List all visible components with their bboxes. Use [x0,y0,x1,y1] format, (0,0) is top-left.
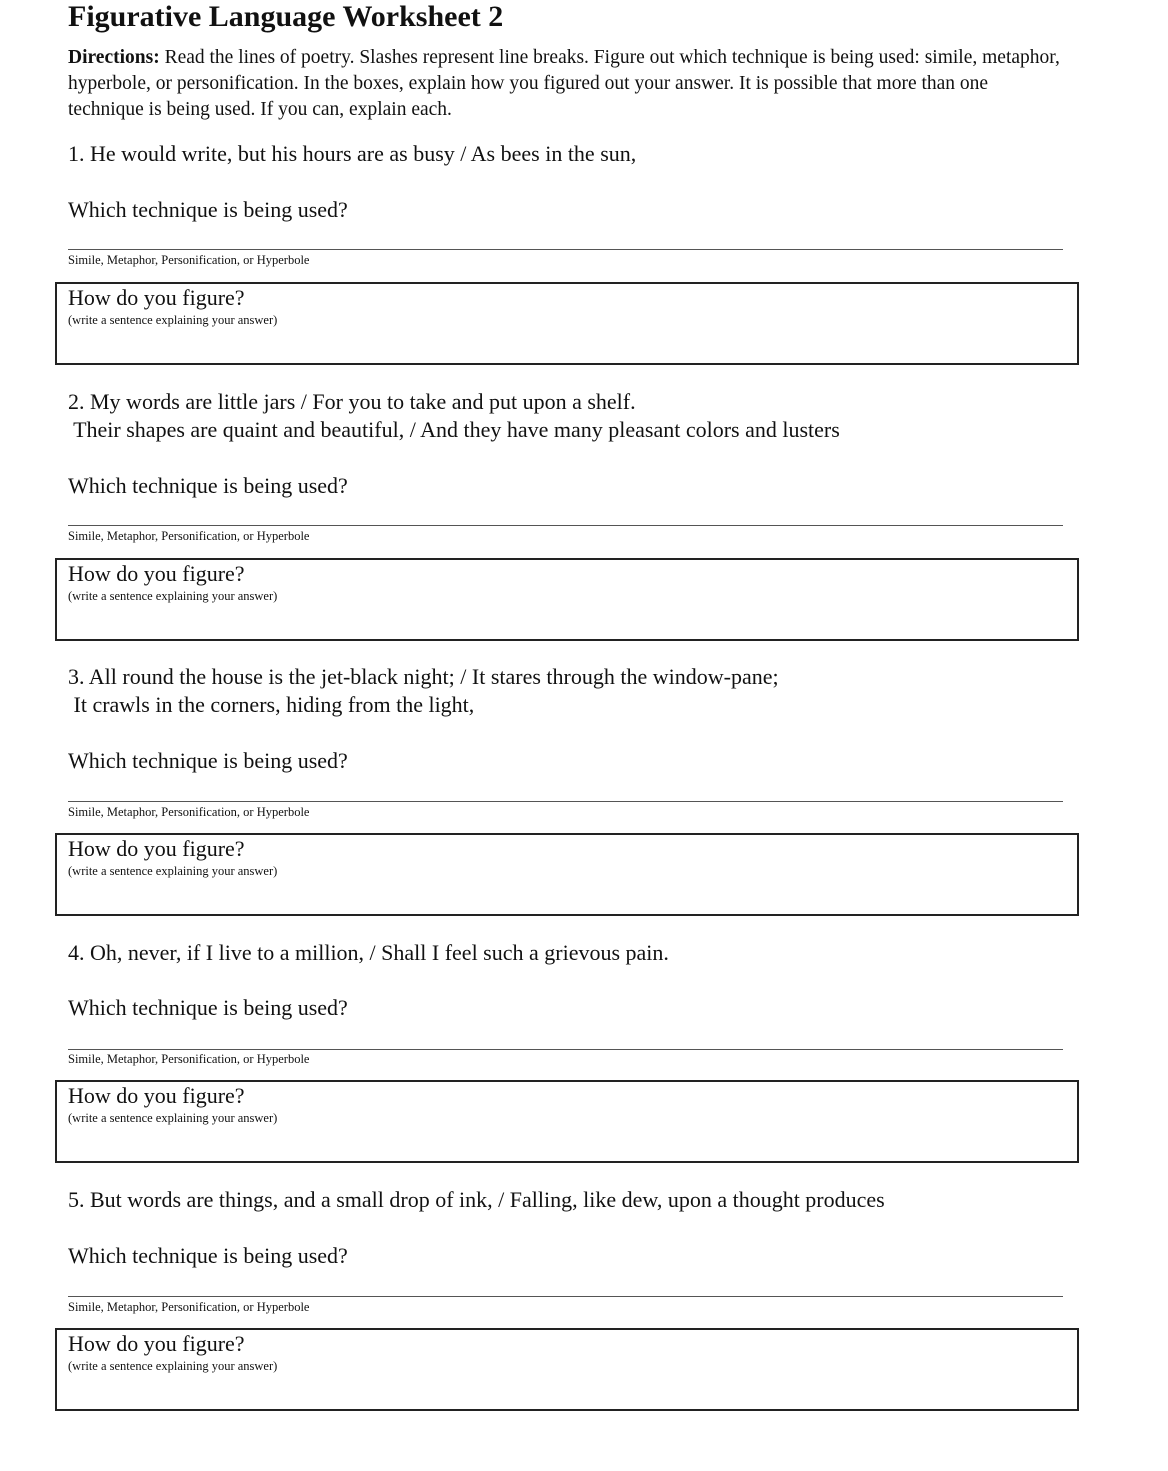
question-prompt-line: 4. Oh, never, if I live to a million, / Shall I feel such a grievous pain. [68,940,669,965]
question-prompt-line: 3. All round the house is the jet-black night; / It stares through the window-pane; [68,664,779,689]
explanation-instruction: (write a sentence explaining your answer) [68,313,278,327]
explanation-title: How do you figure? [68,285,245,310]
technique-question: Which technique is being used? [68,473,348,498]
directions [68,45,1068,123]
question-prompt-line: 2. My words are little jars / For you to take and put upon a shelf. [68,389,636,414]
answer-hint: Simile, Metaphor, Personification, or Hyperbole [68,1300,310,1314]
page-title: Figurative Language Worksheet 2 [68,0,504,33]
directions-text: Read the lines of poetry. Slashes represent line breaks. Figure out which technique is being used: simile, metaphor, hyperbole, or personification. In the boxes, explain how you figured out your answer. It is possible that more than one technique is being used. If you can, explain each. [68,47,1060,120]
question-2 [68,388,1108,603]
explanation-box[interactable] [55,282,1079,365]
question-prompt-line: 5. But words are things, and a small drop of ink, / Falling, like dew, upon a thought produces [68,1187,885,1212]
question-1 [68,140,1108,327]
technique-question: Which technique is being used? [68,995,348,1020]
question-4 [68,939,1108,1125]
answer-line[interactable] [68,525,1063,526]
explanation-title: How do you figure? [68,836,245,861]
answer-hint: Simile, Metaphor, Personification, or Hyperbole [68,529,310,543]
explanation-title: How do you figure? [68,1331,245,1356]
explanation-title: How do you figure? [68,561,245,586]
question-3 [68,663,1108,878]
explanation-instruction: (write a sentence explaining your answer) [68,864,278,878]
explanation-instruction: (write a sentence explaining your answer) [68,1359,278,1373]
question-prompt-line: Their shapes are quaint and beautiful, / And they have many pleasant colors and lusters [68,417,840,442]
question-prompt-line: It crawls in the corners, hiding from the light, [68,692,475,717]
explanation-box[interactable] [55,558,1079,641]
answer-line[interactable] [68,801,1063,802]
explanation-instruction: (write a sentence explaining your answer) [68,1111,278,1125]
explanation-title: How do you figure? [68,1083,245,1108]
explanation-box[interactable] [55,833,1079,916]
explanation-box[interactable] [55,1328,1079,1411]
technique-question: Which technique is being used? [68,197,348,222]
answer-hint: Simile, Metaphor, Personification, or Hyperbole [68,1052,310,1066]
explanation-box[interactable] [55,1080,1079,1163]
answer-hint: Simile, Metaphor, Personification, or Hyperbole [68,253,310,267]
answer-hint: Simile, Metaphor, Personification, or Hyperbole [68,805,310,819]
question-5 [68,1186,1108,1373]
directions-label: Directions: [68,47,160,68]
answer-line[interactable] [68,1049,1063,1050]
technique-question: Which technique is being used? [68,748,348,773]
technique-question: Which technique is being used? [68,1243,348,1268]
question-prompt-line: 1. He would write, but his hours are as busy / As bees in the sun, [68,141,637,166]
answer-line[interactable] [68,249,1063,250]
answer-line[interactable] [68,1296,1063,1297]
explanation-instruction: (write a sentence explaining your answer) [68,589,278,603]
